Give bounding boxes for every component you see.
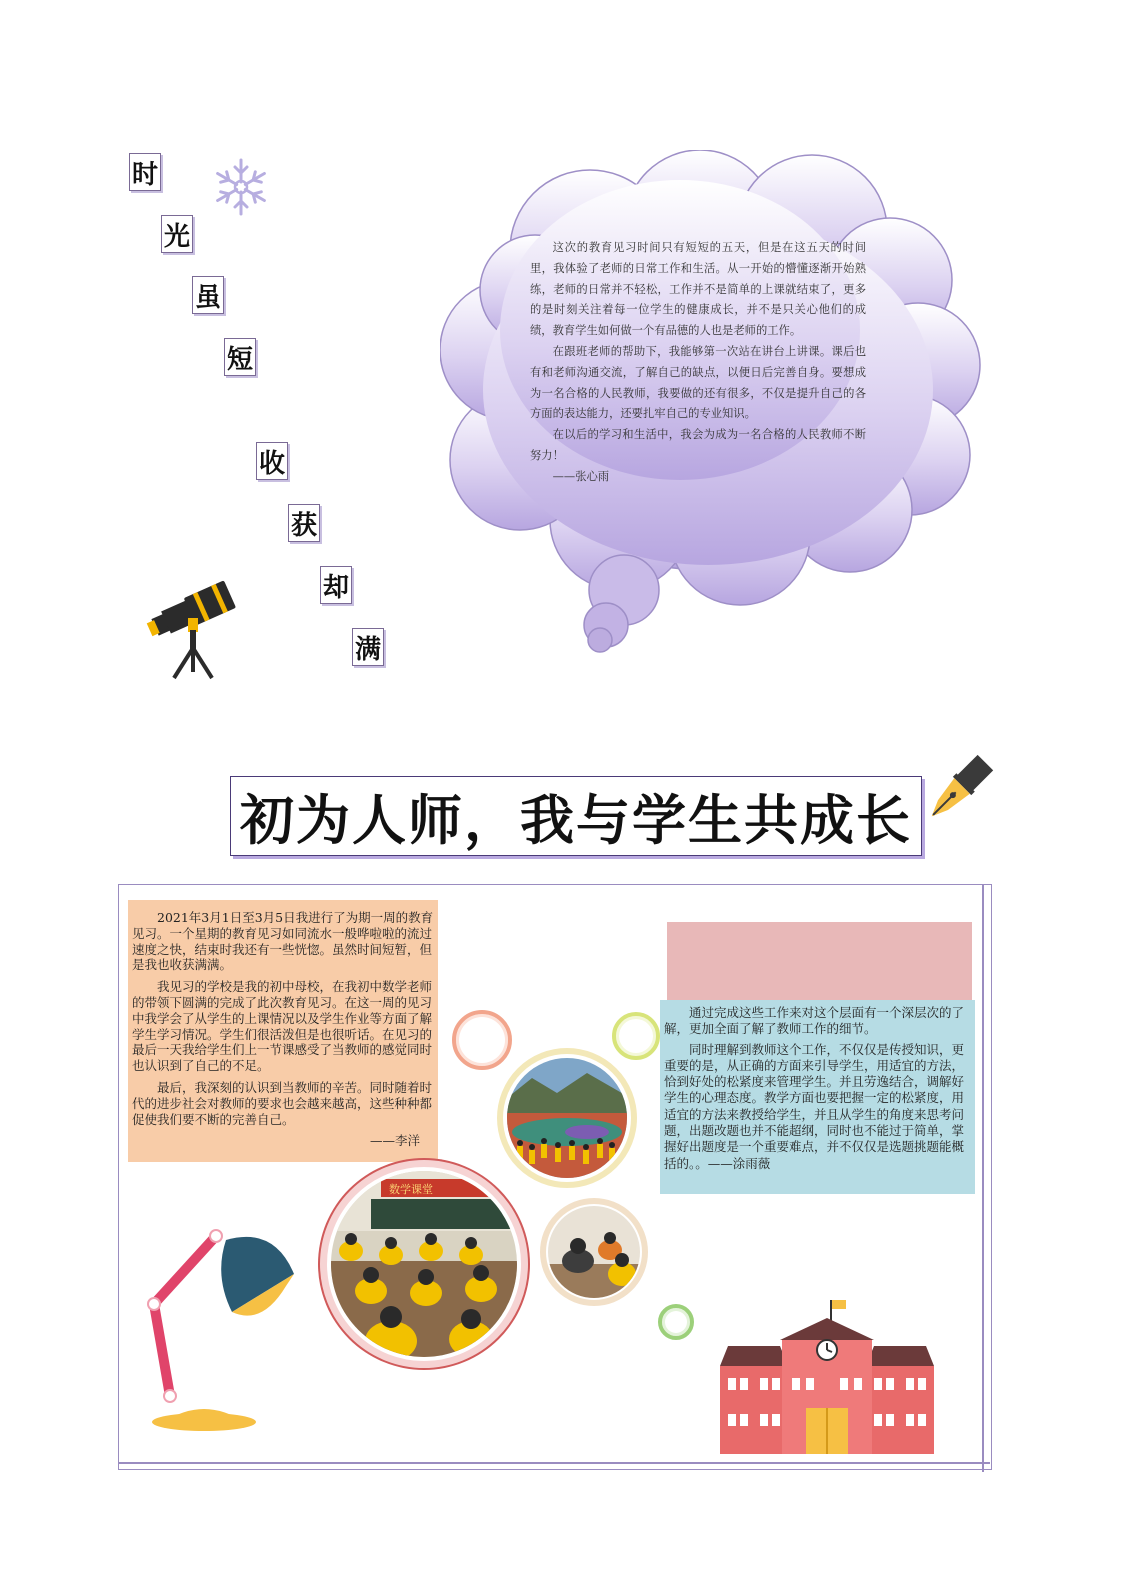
fountain-pen-icon <box>914 752 996 834</box>
left-signature: ——李洋 <box>369 1133 420 1149</box>
title-char: 获 <box>288 504 320 542</box>
frame-divider <box>118 1462 990 1464</box>
cloud-paragraph: 在跟班老师的帮助下，我能够第一次站在讲台上讲课。课后也有和老师沟通交流，了解自己的缺点，以便日后完善自身。要想成为一名合格的人民教师，我要做的还有很多，不仅是提升自己的各方面的表达能力，还要扎牢自己的专业知识。 <box>530 344 866 421</box>
photo-sports-field <box>507 1058 627 1178</box>
snowflake-icon <box>210 156 272 218</box>
telescope-icon <box>140 572 246 680</box>
title-char: 虽 <box>192 276 224 314</box>
cloud-reflection-text <box>530 238 866 488</box>
right-paragraph: 通过完成这些工作来对这个层面有一个深层次的了解，更加全面了解了教师工作的细节。 <box>664 1005 965 1037</box>
decorative-ring <box>452 1010 512 1070</box>
title-char: 满 <box>352 628 384 666</box>
left-paragraph: 我见习的学校是我的初中母校，在我初中数学老师的带领下圆满的完成了此次教育见习。在这一周的见习中我学会了从学生的上课情况以及学生作业等方面了解学生学习情况。学生们很活泼但是也很听话。在见习的最后一天我给学生们上一节课感受了当教师的感觉同时也认识到了自己的不足。 <box>132 979 433 1074</box>
title-char: 光 <box>161 215 193 253</box>
title-char: 却 <box>320 566 352 604</box>
reflection-box-left <box>128 900 438 1162</box>
decorative-pink-box <box>667 922 972 1002</box>
decorative-ring <box>658 1304 694 1340</box>
right-paragraph: 同时理解到教师这个工作，不仅仅是传授知识，更重要的是，从正确的方面来引导学生，用适宜的方法，恰到好处的松紧度来管理学生。并且劳逸结合，调解好学生的心理态度。教学方面也要把握一定的松紧度，用适宜的方法来教授给学生，并且从学生的角度来思考问题，出题改题也并不能超纲，同时也不能过于简单，掌握好出题度是一个重要难点，并不仅仅是选题挑题能概括的。。——涂雨薇 <box>664 1041 965 1171</box>
cloud-paragraph: 在以后的学习和生活中，我会为成为一名合格的人民教师不断努力！ <box>530 428 866 462</box>
photo-students <box>548 1206 640 1298</box>
left-paragraph: 最后，我深刻的认识到当教师的辛苦。同时随着时代的进步社会对教师的要求也会越来越高，这些种种都促使我们要不断的完善自己。 <box>132 1079 433 1127</box>
decorative-ring <box>612 1012 660 1060</box>
title-char: 短 <box>224 338 256 376</box>
photo-classroom <box>331 1171 517 1357</box>
cloud-paragraph: 这次的教育见习时间只有短短的五天，但是在这五天的时间里，我体验了老师的日常工作和生活。从一开始的懵懂逐渐开始熟练，老师的日常并不轻松，工作并不是简单的上课就结束了，更多的是时刻关注着每一位学生的健康成长，并不是只关心他们的成绩，教育学生如何做一个有品德的人也是老师的工作。 <box>530 241 866 338</box>
school-building-icon <box>720 1294 934 1454</box>
title-char: 时 <box>129 153 161 191</box>
frame-divider <box>982 884 984 1472</box>
title-char: 收 <box>256 442 288 480</box>
classroom-banner-text: 数学课堂 <box>389 1183 433 1196</box>
cloud-signature: ——张心雨 <box>552 469 610 483</box>
desk-lamp-icon <box>134 1226 304 1432</box>
section-banner <box>230 776 922 856</box>
left-paragraph: 2021年3月1日至3月5日我进行了为期一周的教育见习。一个星期的教育见习如同流水一般哗啦啦的流过速度之快，结束时我还有一些恍惚。虽然时间短暂，但是我也收获满满。 <box>132 910 434 973</box>
reflection-box-right <box>660 1000 975 1194</box>
banner-title: 初为人师，我与学生共成长 <box>240 788 912 852</box>
